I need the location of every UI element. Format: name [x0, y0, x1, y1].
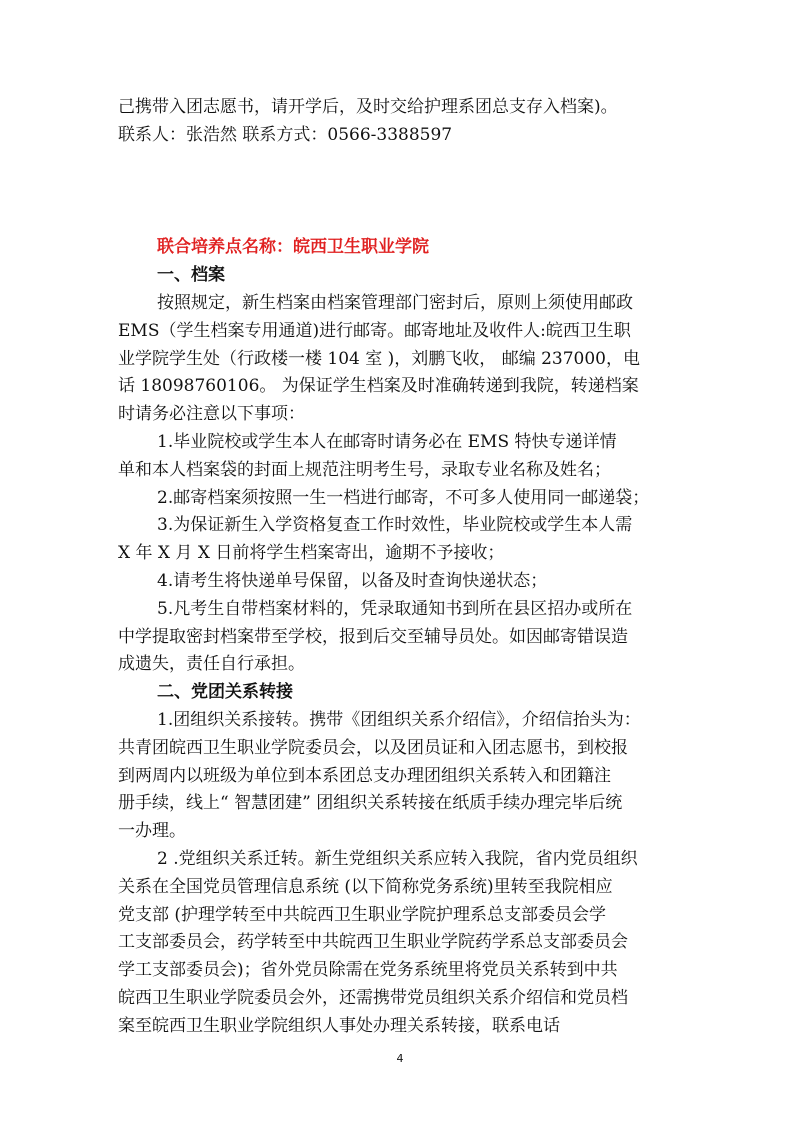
body-line: 业学院学生处（行政楼一楼 104 室 )，刘鹏飞收， 邮编 237000，电 — [118, 349, 640, 369]
body-line: 1.团组织关系接转。携带《团组织关系介绍信》，介绍信抬头为： — [157, 710, 641, 730]
body-line: 2 .党组织关系迁转。新生党组织关系应转入我院，省内党员组织 — [157, 849, 638, 869]
body-line: 按照规定，新生档案由档案管理部门密封后，原则上须使用邮政 — [157, 293, 633, 313]
body-line: 一办理。 — [118, 821, 186, 841]
body-line: 册手续，线上“ 智慧团建” 团组织关系转接在纸质手续办理完毕后统 — [118, 793, 623, 813]
body-line: 关系在全国党员管理信息系统 (以下简称党务系统)里转至我院相应 — [118, 877, 613, 897]
list-item: 3.为保证新生入学资格复查工作时效性，毕业院校或学生本人需 — [157, 515, 633, 535]
body-line: 案至皖西卫生职业学院组织人事处办理关系转接，联系电话 — [118, 1016, 560, 1036]
list-item: X 年 X 月 X 日前将学生档案寄出，逾期不予接收； — [118, 543, 505, 563]
body-line: 党支部 (护理学转至中共皖西卫生职业学院护理系总支部委员会学 — [118, 905, 607, 925]
heading-archives: 一、档案 — [157, 265, 225, 285]
body-line: 工支部委员会，药学转至中共皖西卫生职业学院药学系总支部委员会 — [118, 932, 628, 952]
body-line: 话 18098760106。 为保证学生档案及时准确转递到我院，转递档案 — [118, 376, 639, 396]
list-item: 单和本人档案袋的封面上规范注明考生号，录取专业名称及姓名； — [118, 460, 611, 480]
body-line: 皖西卫生职业学院委员会外，还需携带党员组织关系介绍信和党员档 — [118, 988, 628, 1008]
body-line: 时请务必注意以下事项： — [118, 404, 305, 424]
list-item: 4.请考生将快递单号保留，以备及时查询快递状态； — [157, 571, 548, 591]
body-line: 到两周内以班级为单位到本系团总支办理团组织关系转入和团籍注 — [118, 766, 611, 786]
body-line: 学工支部委员会)；省外党员除需在党务系统里将党员关系转到中共 — [118, 960, 618, 980]
body-line: EMS（学生档案专用通道)进行邮寄。邮寄地址及收件人:皖西卫生职 — [118, 321, 631, 341]
heading-party-transfer: 二、党团关系转接 — [157, 682, 293, 702]
list-item: 成遗失，责任自行承担。 — [118, 654, 305, 674]
list-item: 中学提取密封档案带至学校，报到后交至辅导员处。如因邮寄错误造 — [118, 627, 628, 647]
body-line: 共青团皖西卫生职业学院委员会，以及团员证和入团志愿书，到校报 — [118, 738, 628, 758]
contact-line: 联系人：张浩然 联系方式：0566-3388597 — [118, 125, 453, 145]
section-title: 联合培养点名称：皖西卫生职业学院 — [157, 237, 429, 257]
list-item: 5.凡考生自带档案材料的，凭录取通知书到所在县区招办或所在 — [157, 599, 633, 619]
list-item: 2.邮寄档案须按照一生一档进行邮寄，不可多人使用同一邮递袋； — [157, 488, 650, 508]
body-line: 己携带入团志愿书，请开学后，及时交给护理系团总支存入档案)。 — [118, 97, 618, 117]
page-number: 4 — [396, 1052, 404, 1065]
list-item: 1.毕业院校或学生本人在邮寄时请务必在 EMS 特快专递详情 — [157, 432, 617, 452]
